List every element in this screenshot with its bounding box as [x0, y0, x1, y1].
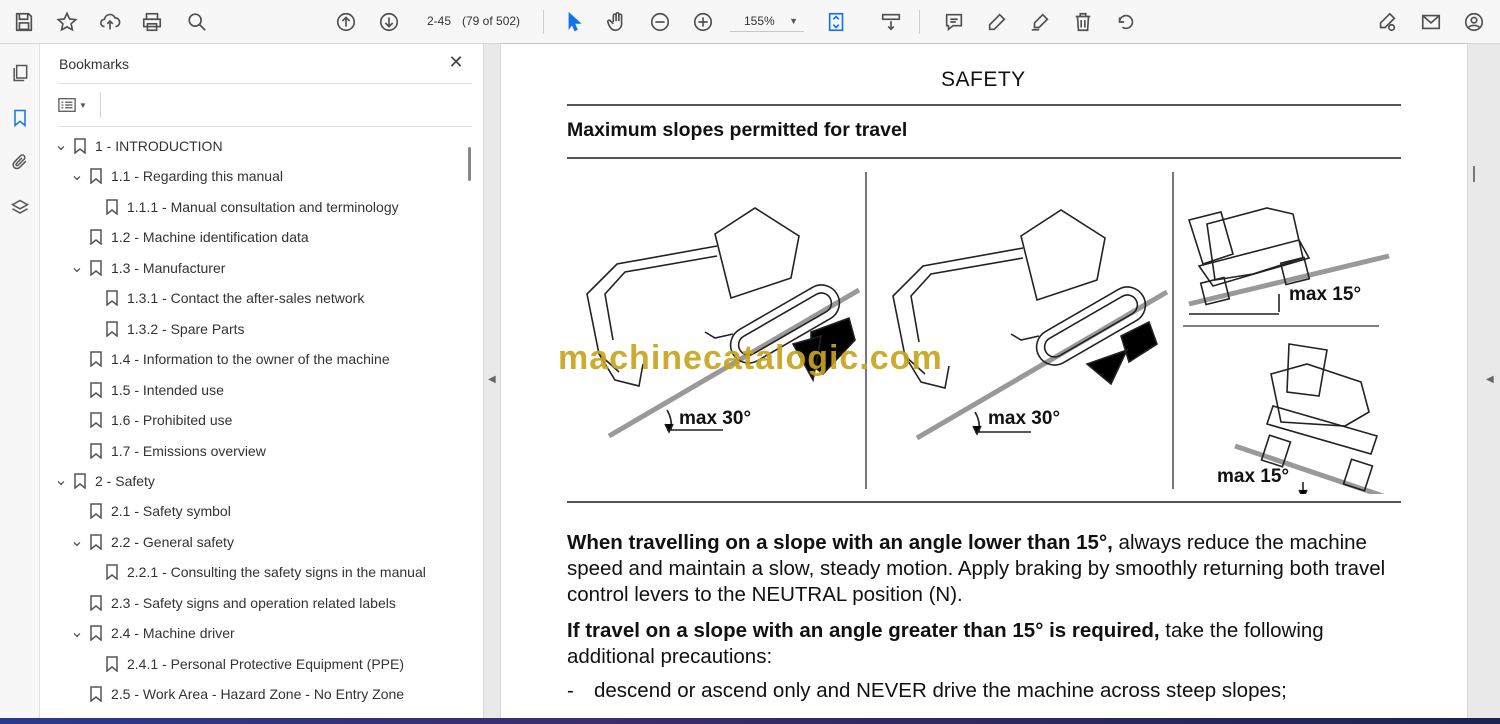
figure-rule: [567, 501, 1401, 503]
label-max15-bottom: max 15°: [1217, 466, 1290, 487]
side-rail: [0, 44, 40, 724]
bookmark-item[interactable]: [85, 317, 245, 341]
bookmark-label: 1.1 - Regarding this manual: [111, 168, 283, 185]
list-item: - descend or ascend only and NEVER drive the machine across steep slopes;: [567, 679, 1287, 702]
bookmark-icon: [73, 473, 87, 489]
delete-icon[interactable]: [1069, 8, 1097, 36]
label-max30-middle: max 30°: [988, 408, 1061, 429]
bookmark-label: 1.3 - Manufacturer: [111, 259, 226, 276]
bookmark-label: 1.3.2 - Spare Parts: [127, 320, 245, 337]
chevron-down-icon[interactable]: ⌄: [70, 624, 84, 642]
print-icon[interactable]: [138, 8, 166, 36]
heading-rule: [567, 157, 1401, 159]
chevron-down-icon[interactable]: ⌄: [70, 532, 84, 550]
pen-icon[interactable]: [983, 8, 1011, 36]
bookmark-icon: [89, 503, 103, 519]
close-icon[interactable]: ✕: [448, 52, 464, 72]
document-scrollbar[interactable]: [1473, 166, 1475, 182]
bookmarks-scrollbar[interactable]: [468, 147, 471, 181]
pdf-page: [501, 44, 1467, 724]
bookmark-icon: [105, 656, 119, 672]
bookmark-label: 1.5 - Intended use: [111, 381, 224, 398]
hand-tool-icon[interactable]: [603, 8, 631, 36]
bookmark-icon: [89, 625, 103, 641]
zoom-in-icon[interactable]: [689, 8, 717, 36]
bookmark-icon: [73, 138, 87, 154]
paragraph-1: [567, 530, 1401, 608]
bookmark-item[interactable]: [69, 164, 283, 188]
paragraph-2: [567, 618, 1401, 670]
page-thumbnails-icon[interactable]: [7, 60, 33, 86]
paragraph-2-bold: If travel on a slope with an angle greater than 15° is required,: [567, 619, 1160, 642]
bookmark-icon: [89, 443, 103, 459]
page-header: SAFETY: [941, 68, 1026, 91]
bookmark-icon: [89, 382, 103, 398]
collapse-left-icon[interactable]: ◀: [488, 374, 496, 385]
bookmarks-panel: [40, 44, 484, 724]
chevron-down-icon[interactable]: ⌄: [70, 167, 84, 185]
chevron-down-icon: ▼: [789, 16, 798, 26]
bookmark-item[interactable]: [53, 134, 223, 158]
list-item-text: descend or ascend only and NEVER drive the machine across steep slopes;: [594, 679, 1287, 702]
fit-page-icon[interactable]: [823, 8, 851, 36]
scroll-mode-icon[interactable]: [877, 8, 905, 36]
bookmark-label: 1.6 - Prohibited use: [111, 412, 233, 429]
rotate-icon[interactable]: [1112, 8, 1140, 36]
bookmark-icon: [89, 351, 103, 367]
account-icon[interactable]: [1460, 8, 1488, 36]
bookmark-icon: [89, 412, 103, 428]
zoom-search-icon[interactable]: [183, 8, 211, 36]
section-heading: Maximum slopes permitted for travel: [567, 119, 908, 141]
bookmark-label: 2.4.1 - Personal Protective Equipment (PPE): [127, 655, 405, 672]
bookmark-options-button[interactable]: [58, 94, 96, 116]
bookmark-icon: [105, 321, 119, 337]
chevron-down-icon[interactable]: ⌄: [70, 258, 84, 276]
bookmark-label: 2.3 - Safety signs and operation related labels: [111, 594, 396, 611]
bookmark-label: 1.2 - Machine identification data: [111, 229, 309, 246]
bookmark-label: 2.2 - General safety: [111, 533, 234, 550]
bookmark-item[interactable]: [69, 439, 266, 463]
watermark: machinecatalogic.com: [558, 339, 943, 377]
star-icon[interactable]: [53, 8, 81, 36]
bookmark-item[interactable]: [85, 195, 399, 219]
bookmark-icon: [89, 168, 103, 184]
save-icon[interactable]: [10, 8, 38, 36]
panel-title: Bookmarks: [59, 56, 130, 72]
select-cursor-icon[interactable]: [560, 8, 588, 36]
paragraph-1-bold: When travelling on a slope with an angle lower than 15°,: [567, 531, 1113, 554]
collapse-right-icon[interactable]: ◀: [1486, 374, 1494, 385]
bookmark-item[interactable]: [69, 347, 390, 371]
slope-figure: [567, 164, 1403, 494]
bookmark-icon: [105, 199, 119, 215]
bookmark-icon: [89, 229, 103, 245]
comment-icon[interactable]: [940, 8, 968, 36]
page-down-icon[interactable]: [375, 8, 403, 36]
bookmark-icon: [105, 564, 119, 580]
chevron-down-icon[interactable]: ⌄: [54, 471, 68, 489]
bookmark-item[interactable]: [69, 591, 396, 615]
attachment-icon[interactable]: [7, 149, 33, 175]
bookmark-item[interactable]: [53, 469, 155, 493]
page-up-icon[interactable]: [332, 8, 360, 36]
chevron-down-icon[interactable]: ⌄: [54, 137, 68, 154]
bookmark-item[interactable]: [69, 530, 234, 554]
bookmark-item[interactable]: [85, 652, 404, 676]
bookmark-label: 2 - Safety: [95, 472, 155, 489]
zoom-value: 155%: [744, 13, 775, 28]
bookmark-label: 1.7 - Emissions overview: [111, 442, 266, 459]
bookmark-item[interactable]: [69, 621, 235, 645]
bookmark-item[interactable]: [69, 499, 231, 523]
taskbar-strip: [0, 718, 1500, 724]
excavator-left-illustration: [587, 208, 859, 436]
upload-icon[interactable]: [96, 8, 124, 36]
bookmark-label: 2.4 - Machine driver: [111, 625, 235, 642]
bookmark-item[interactable]: [85, 286, 364, 310]
label-max15-top: max 15°: [1289, 284, 1362, 305]
excavator-middle-illustration: [893, 210, 1167, 438]
page-number-input[interactable]: 2-45: [426, 14, 452, 28]
bookmark-label: 1.1.1 - Manual consultation and terminology: [127, 198, 399, 215]
bookmark-label: 2.2.1 - Consulting the safety signs in the manual: [127, 564, 426, 581]
bookmark-item[interactable]: [69, 256, 225, 280]
mail-icon[interactable]: [1417, 8, 1445, 36]
bookmark-icon[interactable]: [7, 105, 33, 131]
bookmark-icon: [89, 260, 103, 276]
bookmark-label: 2.1 - Safety symbol: [111, 503, 231, 520]
layers-icon[interactable]: [7, 195, 33, 221]
list-options-icon: [58, 97, 76, 113]
chevron-down-icon: ▼: [79, 100, 87, 110]
bookmark-icon: [89, 686, 103, 702]
edit-link-icon[interactable]: [1373, 8, 1401, 36]
paragraph-2-text: take the following additional precautions:: [567, 619, 1324, 668]
bookmark-label: 1.3.1 - Contact the after-sales network: [127, 290, 365, 307]
bookmark-icon: [89, 595, 103, 611]
bookmark-label: 1 - INTRODUCTION: [95, 138, 223, 154]
bookmark-item[interactable]: [69, 682, 404, 706]
label-max30-left: max 30°: [679, 408, 752, 429]
bookmark-label: 1.4 - Information to the owner of the machine: [111, 351, 390, 368]
bookmark-icon: [89, 534, 103, 550]
bookmark-item[interactable]: [69, 225, 309, 249]
paragraph-1-text: always reduce the machine speed and maintain a slow, steady motion. Apply braking by smoothly returning both travel control levers to the NEUTRAL position (N).: [567, 531, 1386, 606]
bookmark-item[interactable]: [85, 560, 426, 584]
bookmark-label: 2.5 - Work Area - Hazard Zone - No Entry Zone: [111, 686, 405, 703]
zoom-select[interactable]: [730, 10, 804, 32]
zoom-out-icon[interactable]: [646, 8, 674, 36]
page-count: (79 of 502): [462, 14, 521, 28]
bookmark-item[interactable]: [69, 378, 224, 402]
main-toolbar: [0, 0, 1500, 44]
sign-icon[interactable]: [1026, 8, 1054, 36]
bookmark-item[interactable]: [69, 408, 232, 432]
header-rule: [567, 104, 1401, 106]
bookmark-icon: [105, 290, 119, 306]
